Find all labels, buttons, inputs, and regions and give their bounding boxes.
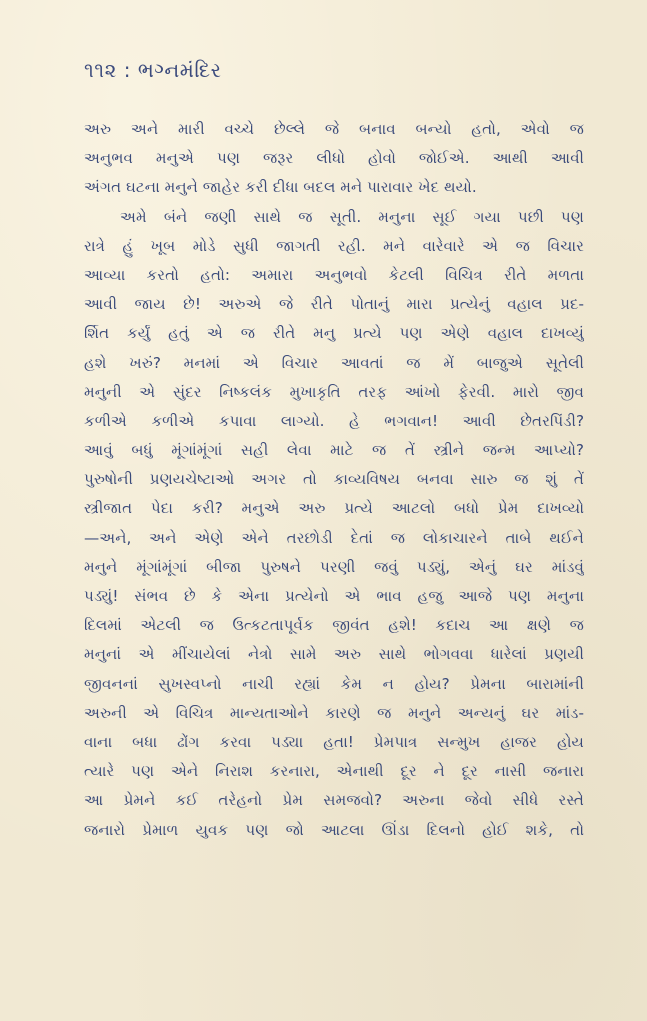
page-number: ૧૧૨ [84, 58, 117, 82]
text-line: અરુ અને મારી વચ્ચે છેલ્લે જે બનાવ બન્યો હતો, એવો જ [84, 120, 584, 138]
text-line: મનુની એ સુંદર નિષ્કલંક મુખાકૃતિ તરફ આંખો ફેરવી. મારો જીવ [84, 382, 584, 401]
text-line: હશે ખરું? મનમાં એ વિચાર આવતાં જ મેં બાજુએ સૂતેલી [84, 353, 584, 372]
text-line: પુરુષોની પ્રણયચેષ્ટાઓ અગર તો કાવ્યવિષય બનવા સારુ જ શું તેં [84, 470, 584, 489]
text-line: પડ્યું! સંભવ છે કે એના પ્રત્યેનો એ ભાવ હજુ આજે પણ મનુના [84, 587, 584, 605]
text-line: આવ્યા કરતો હતો: અમારા અનુભવો કેટલી વિચિત્ર રીતે મળતા [84, 265, 584, 284]
text-line: સ્ત્રીજાત પેદા કરી? મનુએ અરુ પ્રત્યે આટલો બધો પ્રેમ દાખવ્યો [84, 499, 584, 518]
text-line: અનુભવ મનુએ પણ જરૂર લીધો હોવો જોઈએ. આથી આવી [84, 149, 584, 168]
text-line: અમે બંને જણી સાથે જ સૂતી. મનુના સૂઈ ગયા પછી પણ [120, 207, 584, 226]
text-line: મનુને મૂંગાંમૂંગાં બીજા પુરુષને પરણી જવું પડ્યું, એનું ઘર માંડવું [84, 557, 584, 576]
text-line: દિલમાં એટલી જ ઉત્કટતાપૂર્વક જીવંત હશે! કદાચ આ ક્ષણે જ [84, 616, 584, 635]
text-line: આ પ્રેમને કઈ તરેહનો પ્રેમ સમજવો? અરુના જેવો સીધે રસ્તે [84, 791, 584, 810]
text-line: આવું બધું મૂંગાંમૂંગાં સહી લેવા માટે જ તેં સ્ત્રીને જન્મ આપ્યો? [84, 441, 584, 460]
text-line: મનુનાં એ મીંચાયેલાં નેત્રો સામે અરુ સાથે ભોગવવા ધારેલાં પ્રણયી [84, 645, 584, 664]
text-line: જીવનનાં સુખસ્વપ્નો નાચી રહ્યાં કેમ ન હોય? પ્રેમના બારામાંની [84, 674, 584, 693]
header-separator: : [123, 58, 131, 82]
text-line: —અને, અને એણે એને તરછોડી દેતાં જ લોકાચારને તાબે થઈને [84, 528, 584, 547]
body-text [84, 115, 584, 845]
running-header [84, 58, 221, 82]
text-line: ર્શિત કર્યું હતું એ જ રીતે મનુ પ્રત્યે પણ એણે વહાલ દાખવ્યું [84, 324, 584, 343]
text-line: ત્યારે પણ એને નિરાશ કરનારા, એનાથી દૂર ને દૂર નાસી જનારા [84, 762, 584, 781]
text-line: આવી જાય છે! અરુએ જે રીતે પોતાનું મારા પ્રત્યેનું વહાલ પ્રદ- [84, 295, 584, 314]
text-line: જનારો પ્રેમાળ યુવક પણ જો આટલા ઊંડા દિલનો હોઈ શકે, તો [84, 820, 584, 839]
text-line: અરુની એ વિચિત્ર માન્યતાઓને કારણે જ મનુને અન્યનું ઘર માંડ- [84, 703, 584, 722]
text-line: કળીએ કળીએ કપાવા લાગ્યો. હે ભગવાન! આવી છેતરપિંડી? [84, 411, 584, 430]
text-line: રાત્રે હું ખૂબ મોડે સુધી જાગતી રહી. મને વારેવારે એ જ વિચાર [84, 236, 584, 255]
running-title: ભગ્નમંદિર [137, 58, 222, 82]
text-line: અંગત ઘટના મનુને જાહેર કરી દીધા બદલ મને પારાવાર ખેદ થયો. [84, 178, 477, 197]
text-line: વાના બધા ઢોંગ કરવા પડ્યા હતા! પ્રેમપાત્ર સન્મુખ હાજર હોય [84, 732, 584, 751]
